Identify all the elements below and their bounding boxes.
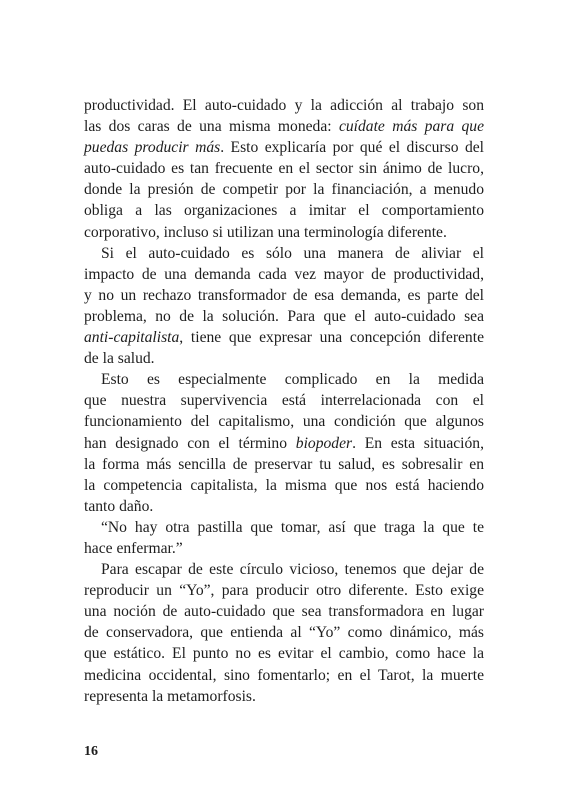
text-span: y no un rechazo transformador de esa demanda, es parte del	[84, 286, 484, 304]
italic-text: biopoder	[295, 434, 353, 452]
text-span: de conservadora, que entienda al “Yo” como dinámico, más	[84, 624, 484, 642]
text-span: productividad. El auto-cuidado y la adicción al trabajo son	[84, 97, 484, 114]
text-line	[84, 643, 484, 664]
italic-text: cuídate más para que	[338, 118, 484, 136]
text-line	[84, 158, 484, 179]
text-span: que nuestra supervivencia está interrelacionada con el	[84, 392, 484, 410]
text-line	[84, 580, 484, 601]
text-span: , tiene que expresar una concepción diferente	[179, 329, 484, 347]
text-line	[84, 517, 484, 538]
text-span: medicina occidental, sino fomentarlo; en el Tarot, la muerte	[84, 666, 484, 684]
text-span: hace enfermar.”	[84, 539, 183, 557]
text-line	[84, 179, 484, 200]
text-line	[84, 137, 484, 158]
text-span: reproducir un “Yo”, para producir otro diferente. Esto exige	[84, 582, 484, 600]
paragraph	[84, 559, 484, 707]
paragraph	[84, 95, 484, 243]
text-span: problema, no de la solución. Para que el auto-cuidado sea	[84, 307, 484, 325]
text-line	[84, 222, 484, 243]
text-line	[84, 411, 484, 432]
text-span: tanto daño.	[84, 497, 154, 515]
text-span: representa la metamorfosis.	[84, 687, 256, 705]
italic-text: puedas producir más	[84, 139, 221, 157]
text-line	[84, 285, 484, 306]
text-span: Esto es especialmente complicado en la medida	[101, 371, 484, 389]
text-span: “No hay otra pastilla que tomar, así que traga la que te	[101, 518, 484, 536]
text-line	[84, 243, 484, 264]
text-line	[84, 306, 484, 327]
text-line	[84, 264, 484, 285]
text-span: una noción de auto-cuidado que sea transformadora en lugar	[84, 603, 484, 621]
text-line	[84, 475, 484, 496]
text-line	[84, 95, 484, 116]
text-line	[84, 496, 484, 517]
text-span: auto-cuidado es tan frecuente en el sector sin ánimo de lucro,	[84, 160, 484, 178]
paragraph	[84, 517, 484, 559]
italic-text: anti-capitalista	[84, 329, 180, 347]
text-line	[84, 686, 484, 707]
text-span: la forma más sencilla de preservar tu salud, es sobresalir en	[84, 455, 484, 473]
text-span: que estático. El punto no es evitar el cambio, como hace la	[84, 645, 484, 663]
text-span: . En esta situación,	[352, 434, 484, 452]
text-span: donde la presión de competir por la financiación, a menudo	[84, 181, 484, 199]
text-span: corporativo, incluso si utilizan una terminología diferente.	[84, 223, 447, 241]
text-span: de la salud.	[84, 350, 155, 368]
text-span: la competencia capitalista, la misma que nos está haciendo	[84, 476, 484, 494]
text-span: impacto de una demanda cada vez mayor de productividad,	[84, 265, 484, 283]
text-span: Para escapar de este círculo vicioso, tenemos que dejar de	[101, 561, 484, 579]
page-number: 16	[84, 744, 98, 759]
text-line	[84, 622, 484, 643]
text-line	[84, 433, 484, 454]
text-line	[84, 390, 484, 411]
text-line	[84, 538, 484, 559]
text-line	[84, 601, 484, 622]
text-span: las dos caras de una misma moneda:	[84, 118, 339, 136]
text-line	[84, 369, 484, 390]
page-body	[84, 95, 484, 707]
text-line	[84, 559, 484, 580]
text-line	[84, 116, 484, 137]
text-line	[84, 327, 484, 348]
text-span: han designado con el término	[84, 434, 296, 452]
paragraph	[84, 243, 484, 370]
paragraph	[84, 369, 484, 517]
text-span: obliga a las organizaciones a imitar el comportamiento	[84, 202, 484, 220]
text-span: funcionamiento del capitalismo, una condición que algunos	[84, 413, 484, 431]
text-span: Si el auto-cuidado es sólo una manera de aliviar el	[101, 244, 484, 262]
text-line	[84, 454, 484, 475]
text-line	[84, 348, 484, 369]
text-line	[84, 665, 484, 686]
text-span: . Esto explicaría por qué el discurso del	[220, 139, 484, 157]
text-line	[84, 200, 484, 221]
